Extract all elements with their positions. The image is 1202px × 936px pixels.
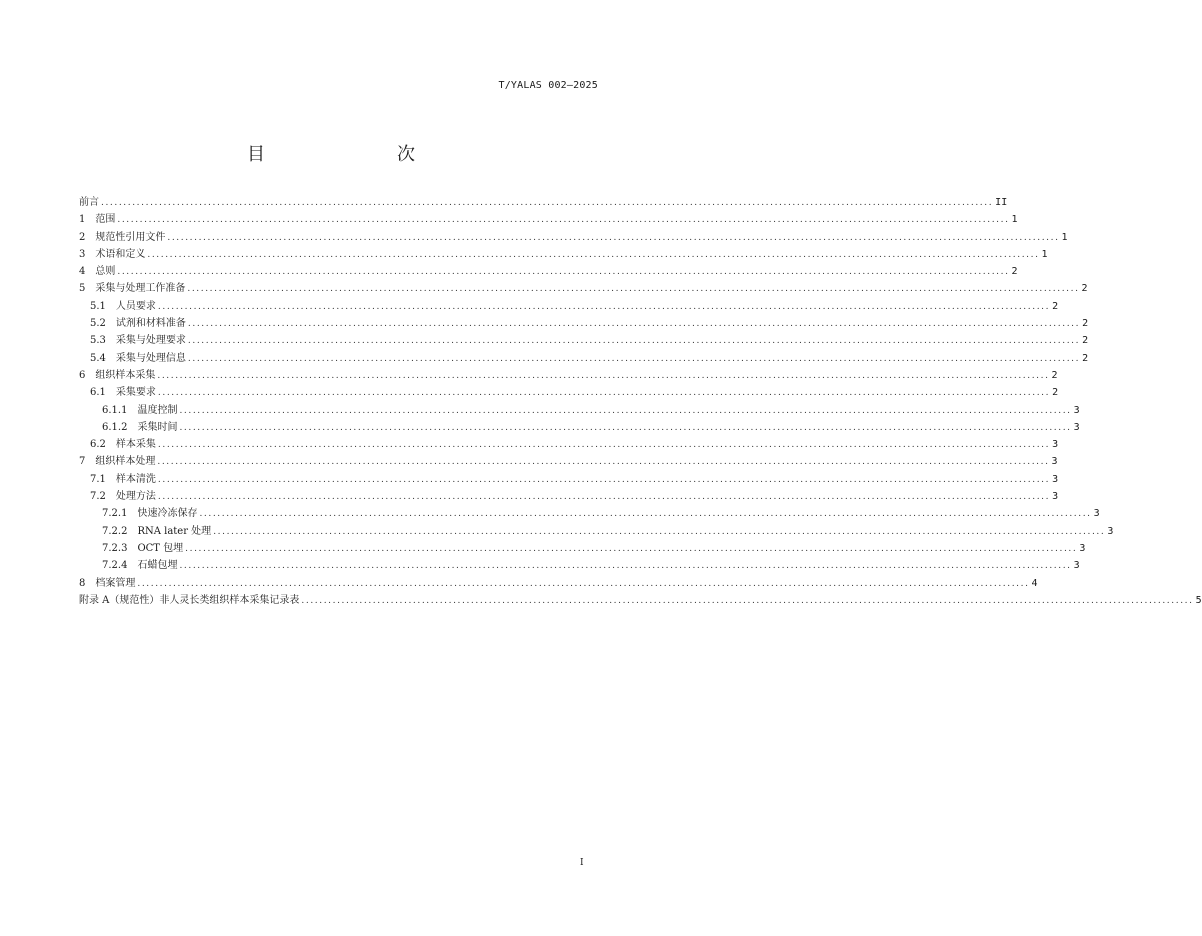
toc-leader-dots: ........................................................................................................................................................................................................ <box>213 526 1106 537</box>
toc-entry-page: 3 <box>1052 491 1059 503</box>
toc-entry-label: 5.1 人员要求 <box>90 300 156 312</box>
toc-entry-page: 4 <box>1031 577 1038 589</box>
toc-entry-page: 3 <box>1093 508 1100 520</box>
toc-entry[interactable] <box>79 211 1018 228</box>
toc-entry-label: 7.2.1 快速冷冻保存 <box>102 508 198 520</box>
toc-entry-label: 5.4 采集与处理信息 <box>90 352 186 364</box>
toc-entry[interactable] <box>79 453 1058 470</box>
toc-leader-dots: ........................................................................................................................................................................................................ <box>199 509 1092 520</box>
table-of-contents <box>79 194 1202 609</box>
toc-entry-page: 3 <box>1052 473 1059 485</box>
toc-entry[interactable] <box>79 505 1100 522</box>
toc-leader-dots: ........................................................................................................................................................................................................ <box>167 232 1060 243</box>
toc-leader-dots: ........................................................................................................................................................................................................ <box>157 474 1051 485</box>
toc-entry[interactable] <box>79 246 1048 263</box>
toc-entry-label: 5.3 采集与处理要求 <box>90 335 186 347</box>
toc-leader-dots: ........................................................................................................................................................................................................ <box>117 267 1010 278</box>
toc-leader-dots: ........................................................................................................................................................................................................ <box>137 578 1030 589</box>
toc-entry-label: 8 档案管理 <box>79 577 136 589</box>
toc-leader-dots: ........................................................................................................................................................................................................ <box>157 440 1051 451</box>
toc-leader-dots: ........................................................................................................................................................................................................ <box>157 457 1050 468</box>
toc-entry-label: 6.2 样本采集 <box>90 439 156 451</box>
toc-entry[interactable] <box>79 540 1086 557</box>
toc-entry[interactable] <box>79 194 1008 211</box>
toc-entry[interactable] <box>79 419 1080 436</box>
toc-entry-label: 7.1 样本清洗 <box>90 473 156 485</box>
toc-entry-page: 3 <box>1051 456 1058 468</box>
toc-entry-page: 3 <box>1073 404 1080 416</box>
toc-leader-dots: ........................................................................................................................................................................................................ <box>101 198 994 208</box>
toc-entry-page: 2 <box>1082 335 1089 347</box>
toc-entry[interactable] <box>79 436 1059 453</box>
toc-entry[interactable] <box>79 402 1080 419</box>
toc-entry-page: 2 <box>1011 266 1018 278</box>
toc-entry-page: II <box>995 197 1008 208</box>
toc-entry[interactable] <box>79 367 1058 384</box>
toc-entry[interactable] <box>79 315 1089 332</box>
toc-entry[interactable] <box>79 592 1202 609</box>
toc-entry-label: 6.1.2 采集时间 <box>102 421 178 433</box>
toc-entry[interactable] <box>79 523 1114 540</box>
toc-entry-page: 2 <box>1082 318 1089 330</box>
toc-entry-label: 6.1.1 温度控制 <box>102 404 178 416</box>
toc-entry-page: 3 <box>1107 525 1114 537</box>
toc-entry[interactable] <box>79 575 1038 592</box>
toc-entry-label: 4 总则 <box>79 266 116 278</box>
toc-leader-dots: ........................................................................................................................................................................................................ <box>187 284 1080 295</box>
toc-leader-dots: ........................................................................................................................................................................................................ <box>157 301 1051 312</box>
toc-leader-dots: ........................................................................................................................................................................................................ <box>187 336 1081 347</box>
toc-leader-dots: ........................................................................................................................................................................................................ <box>185 543 1078 554</box>
toc-entry-label: 1 范围 <box>79 214 116 226</box>
toc-entry-page: 1 <box>1061 231 1068 243</box>
toc-entry-page: 2 <box>1051 369 1058 381</box>
toc-entry[interactable] <box>79 263 1018 280</box>
page-title: 目 次 <box>247 144 447 165</box>
toc-entry[interactable] <box>79 471 1059 488</box>
toc-entry-label: 7 组织样本处理 <box>79 456 156 468</box>
toc-entry[interactable] <box>79 350 1089 367</box>
toc-entry-label: 7.2 处理方法 <box>90 491 156 503</box>
toc-entry-label: 前言 <box>79 197 99 208</box>
toc-entry-label: 附录 A（规范性）非人灵长类组织样本采集记录表 <box>79 594 300 606</box>
toc-entry[interactable] <box>79 229 1068 246</box>
toc-entry-label: 7.2.3 OCT 包埋 <box>102 542 184 554</box>
toc-entry-label: 5 采集与处理工作准备 <box>79 283 186 295</box>
toc-entry-page: 5 <box>1195 594 1202 606</box>
toc-leader-dots: ........................................................................................................................................................................................................ <box>179 561 1072 572</box>
toc-entry[interactable] <box>79 384 1059 401</box>
page-number: I <box>580 858 584 868</box>
toc-entry-page: 2 <box>1081 283 1088 295</box>
toc-leader-dots: ........................................................................................................................................................................................................ <box>187 353 1081 364</box>
toc-leader-dots: ........................................................................................................................................................................................................ <box>157 492 1051 503</box>
toc-entry-page: 2 <box>1082 352 1089 364</box>
toc-entry-page: 1 <box>1041 248 1048 260</box>
toc-leader-dots: ........................................................................................................................................................................................................ <box>179 422 1072 433</box>
toc-entry[interactable] <box>79 488 1059 505</box>
toc-entry-page: 3 <box>1073 560 1080 572</box>
document-code: T/YALAS 002—2025 <box>498 80 598 91</box>
toc-leader-dots: ........................................................................................................................................................................................................ <box>179 405 1072 416</box>
toc-entry-label: 2 规范性引用文件 <box>79 231 166 243</box>
toc-entry-label: 5.2 试剂和材料准备 <box>90 318 186 330</box>
toc-entry[interactable] <box>79 332 1089 349</box>
toc-entry-page: 2 <box>1052 300 1059 312</box>
toc-entry-label: 7.2.4 石蜡包埋 <box>102 560 178 572</box>
toc-entry[interactable] <box>79 557 1080 574</box>
toc-leader-dots: ........................................................................................................................................................................................................ <box>157 388 1051 399</box>
toc-entry-label: 3 术语和定义 <box>79 248 146 260</box>
toc-entry[interactable] <box>79 280 1088 297</box>
toc-leader-dots: ........................................................................................................................................................................................................ <box>301 595 1194 606</box>
toc-leader-dots: ........................................................................................................................................................................................................ <box>157 370 1050 381</box>
toc-leader-dots: ........................................................................................................................................................................................................ <box>117 215 1010 226</box>
toc-entry-page: 1 <box>1011 214 1018 226</box>
toc-entry-label: 6.1 采集要求 <box>90 387 156 399</box>
toc-entry-label: 6 组织样本采集 <box>79 369 156 381</box>
toc-entry-page: 3 <box>1073 421 1080 433</box>
toc-entry[interactable] <box>79 298 1059 315</box>
toc-entry-page: 3 <box>1052 439 1059 451</box>
toc-entry-page: 2 <box>1052 387 1059 399</box>
toc-leader-dots: ........................................................................................................................................................................................................ <box>187 319 1081 330</box>
toc-entry-page: 3 <box>1079 542 1086 554</box>
toc-entry-label: 7.2.2 RNA later 处理 <box>102 525 212 537</box>
toc-leader-dots: ........................................................................................................................................................................................................ <box>147 249 1040 260</box>
